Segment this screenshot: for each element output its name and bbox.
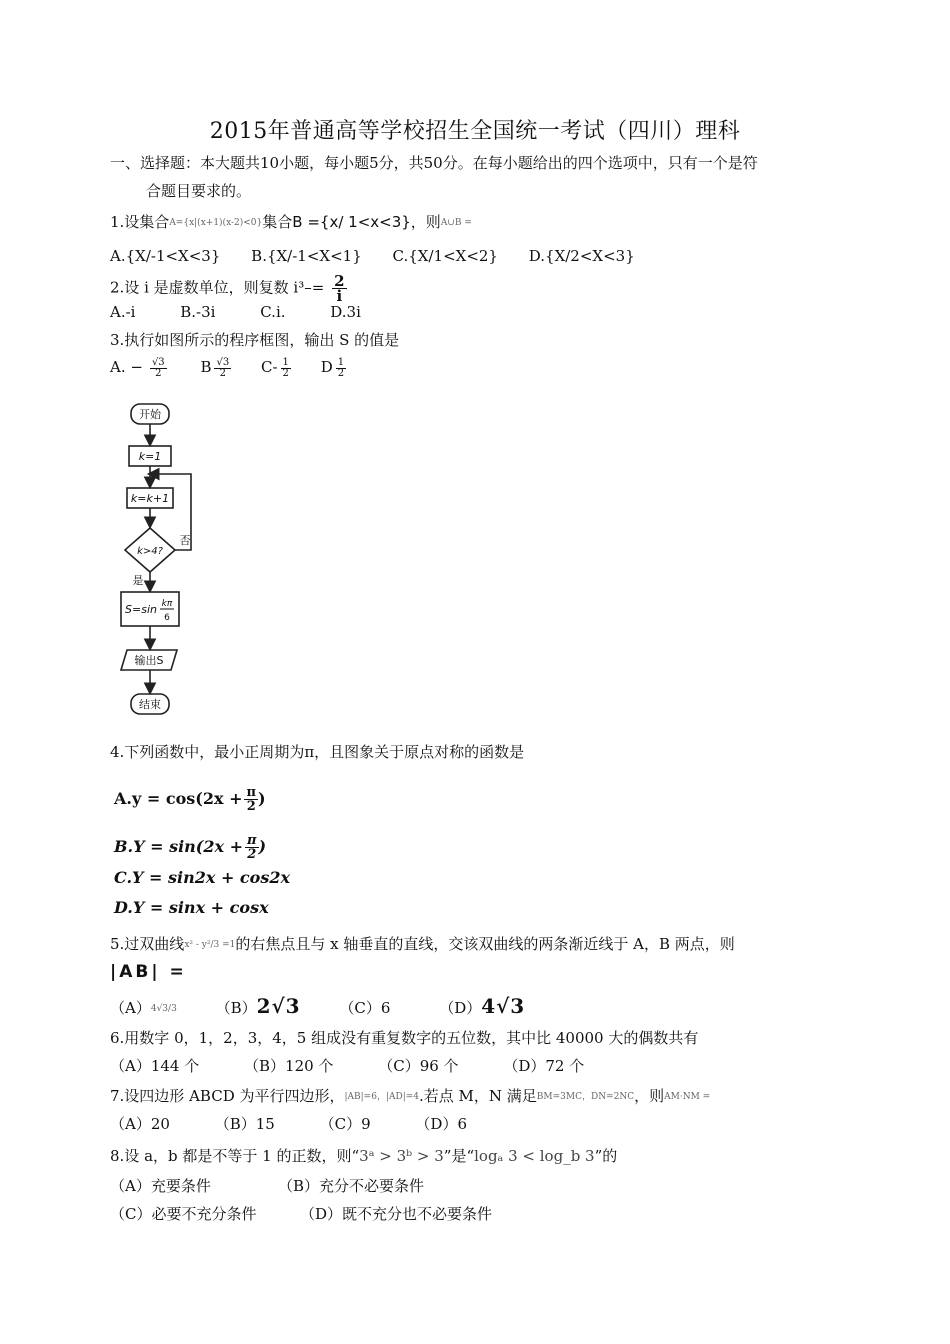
option-a: （A）144 个 (110, 1057, 200, 1075)
hyperbola-formula: x² - y²/3 =1 (184, 940, 236, 950)
set-a-formula: A={x|(x+1)(x-2)<0} (169, 218, 263, 228)
option-d: D.3i (330, 303, 361, 321)
condition-1: 3ᵃ > 3ᵇ > 3 (359, 1147, 444, 1165)
option-b: （B）120 个 (244, 1057, 334, 1075)
flow-cond-text: k>4? (137, 546, 163, 557)
flow-init-text: k=1 (138, 450, 162, 463)
question-2-stem: 2.设 i 是虚数单位，则复数 i³–= $\frac{2}{i}$ (110, 272, 345, 305)
question-4-option-c: C.Y = sin2x + cos2x (114, 868, 291, 887)
question-5-stem: 5.过双曲线x² - y²/3 =1的右焦点且与 x 轴垂直的直线，交该双曲线的两条渐近线于 A，B 两点，则 (110, 935, 735, 953)
ab-magnitude: |AB|=6， (344, 1092, 386, 1102)
question-1-options (110, 246, 661, 266)
union-formula: A∪B = (440, 218, 472, 228)
flow-start-text: 开始 (139, 408, 161, 421)
option-b-value: 2√3 (256, 994, 301, 1018)
option-b: （B）充分不必要条件 (278, 1177, 425, 1195)
option-d: （D）6 (415, 1115, 467, 1133)
option-c: C.i. (260, 303, 286, 321)
ab-length: |AB| = (110, 962, 187, 982)
exam-title: 2015年普通高等学校招生全国统一考试（四川）理科 (209, 119, 741, 144)
complex-fraction: $\frac{2}{i}$ (334, 272, 345, 305)
flow-end-text: 结束 (139, 698, 161, 711)
bm-condition: BM=3MC， (536, 1092, 591, 1102)
option-a: （A）充要条件 (110, 1177, 211, 1195)
flow-no-label: 否 (179, 534, 191, 547)
question-4-option-b: B.Y = sin(2x + $\frac{\pi}{2}$ ) (114, 833, 267, 862)
ad-magnitude: |AD|=4 (385, 1092, 419, 1102)
option-a-value: 4√3/3 (150, 1004, 177, 1014)
question-3-options: A. − $\frac{√3}{2}$ B $\frac{√3}{2}$ C- $\frac{1}{2}$ D $\frac{1}{2}$ (110, 356, 345, 379)
question-3-stem: 3.执行如图所示的程序框图，输出 S 的值是 (110, 331, 400, 349)
option-c-value: $\frac{1}{2}$ (282, 356, 289, 379)
question-4-option-a: A.y = cos(2x + $\frac{\pi}{2}$ ) (114, 785, 266, 814)
set-b-formula: B ={x/ 1<x<3} (292, 213, 411, 231)
question-1-stem: 1.设集合A={x|(x+1)(x-2)<0}集合B ={x/ 1<x<3}，则A∪B = (110, 213, 472, 231)
option-c: （C）96 个 (378, 1057, 459, 1075)
option-c: C.{X/1<X<2} (392, 247, 498, 265)
option-c: （C）9 (319, 1115, 371, 1133)
option-d-value: 4√3 (481, 994, 526, 1018)
question-4-stem: 4.下列函数中，最小正周期为π，且图象关于原点对称的函数是 (110, 743, 525, 761)
dot-product: AM·NM = (664, 1092, 711, 1102)
option-d-value: $\frac{1}{2}$ (337, 356, 345, 379)
flow-assign-text: S=sin (125, 603, 157, 616)
option-c: （C）必要不充分条件 (110, 1205, 257, 1223)
option-b-value: $\frac{√3}{2}$ (216, 356, 230, 379)
option-a: A.{X/-1<X<3} (110, 247, 221, 265)
question-7-options (110, 1114, 507, 1134)
flow-assign-den: 6 (164, 613, 170, 623)
question-8-stem: 8.设 a，b 都是不等于 1 的正数，则“3ᵃ > 3ᵇ > 3”是“logₐ 3 < log_b 3”的 (110, 1147, 618, 1165)
question-5-options: （A）4√3/3 （B）2√3 （C）6 （D）4√3 (110, 994, 526, 1018)
question-6-stem: 6.用数字 0，1，2，3，4，5 组成没有重复数字的五位数，其中比 40000 大的偶数共有 (110, 1029, 699, 1047)
option-b: B.-3i (180, 303, 216, 321)
question-8-options-row2 (110, 1204, 492, 1224)
flow-output-text: 输出S (134, 654, 164, 667)
option-a: （A）20 (110, 1115, 170, 1133)
option-a-value: $\frac{√3}{2}$ (151, 356, 165, 379)
flowchart (105, 398, 215, 723)
option-a: A.-i (110, 303, 136, 321)
question-2-options (110, 302, 401, 322)
flow-assign-num: kπ (161, 599, 173, 609)
condition-2: logₐ 3 < log_b 3 (474, 1147, 595, 1165)
option-d: （D）既不充分也不必要条件 (300, 1205, 493, 1223)
option-c-value: 6 (380, 999, 391, 1017)
question-4-option-d: D.Y = sinx + cosx (114, 898, 269, 917)
question-6-options (110, 1056, 624, 1076)
question-8-options-row1 (110, 1176, 424, 1196)
question-7-stem: 7.设四边形 ABCD 为平行四边形，|AB|=6，|AD|=4.若点 M，N 满足BM=3MC，DN=2NC，则AM·NM = (110, 1087, 711, 1105)
option-d: （D）72 个 (503, 1057, 585, 1075)
section-instructions-line2: 合题目要求的。 (146, 182, 252, 200)
section-instructions-line1: 一、选择题：本大题共10小题，每小题5分，共50分。在每小题给出的四个选项中，只有一个是符 (110, 154, 758, 172)
option-b: B.{X/-1<X<1} (251, 247, 362, 265)
flow-incr-text: k=k+1 (130, 492, 170, 505)
option-d: D.{X/2<X<3} (528, 247, 635, 265)
option-b: （B）15 (214, 1115, 275, 1133)
dn-condition: DN=2NC (591, 1092, 635, 1102)
flow-yes-label: 是 (132, 574, 144, 587)
